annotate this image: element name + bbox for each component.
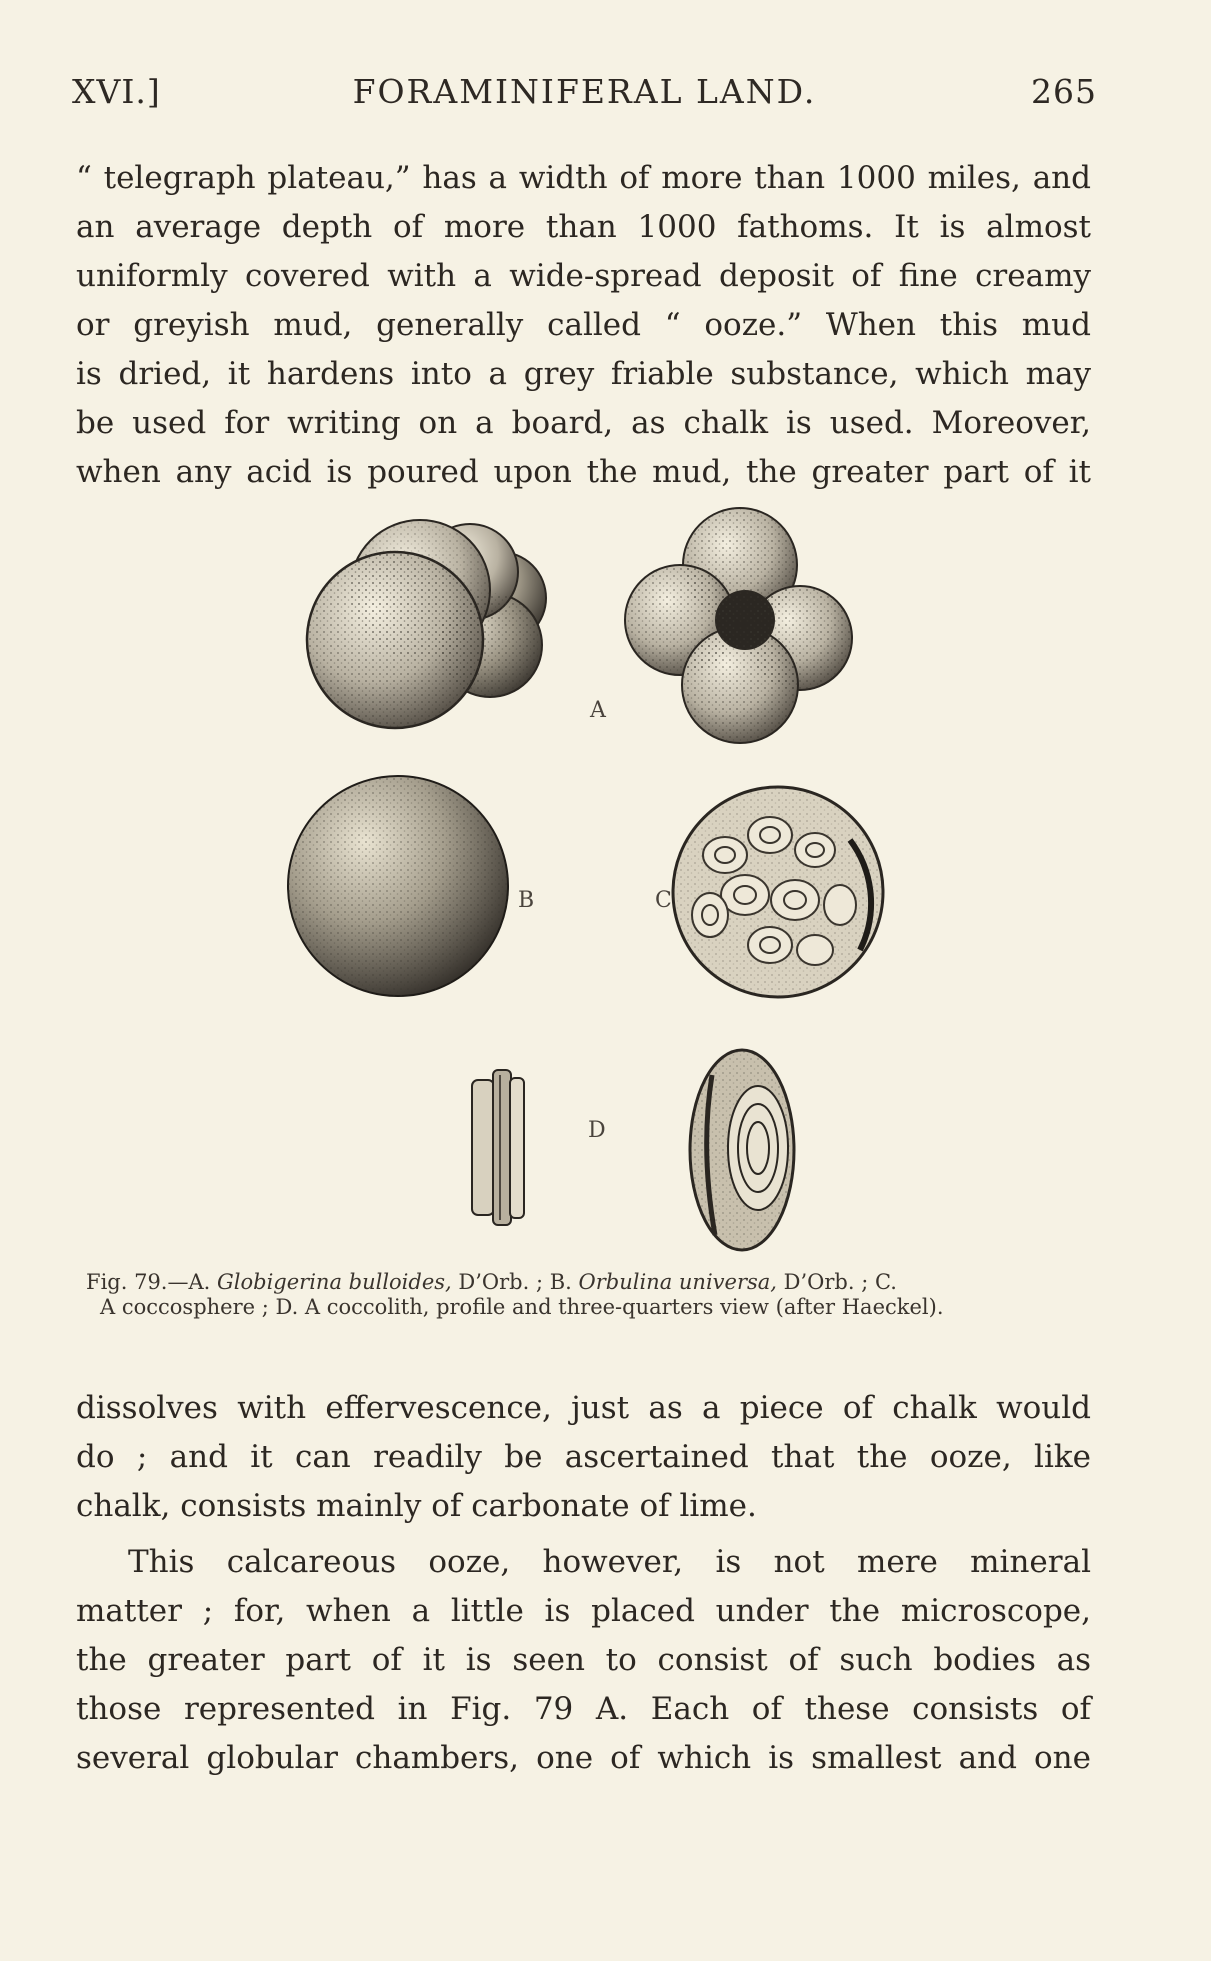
globigerina-side-view — [307, 520, 546, 728]
caption-author-b: D’Orb. ; C. — [776, 1270, 897, 1294]
caption-fig-number: Fig. 79.—A. — [86, 1270, 217, 1294]
text-line: uniformly covered with a wide-spread deposit of fine creamy — [76, 258, 1091, 294]
caption-species-orbulina: Orbulina universa, — [578, 1270, 777, 1294]
text-line: dissolves with effervescence, just as a piece of chalk would — [76, 1390, 1091, 1426]
figure-label-d: D — [588, 1118, 606, 1143]
coccolith-three-quarter-view — [690, 1050, 794, 1250]
text-line: be used for writing on a board, as chalk is used. Moreover, — [76, 405, 1091, 441]
text-line: do ; and it can readily be ascertained that the ooze, like — [76, 1439, 1091, 1475]
text-line: “ telegraph plateau,” has a width of more than 1000 miles, and — [76, 160, 1091, 196]
paragraph-mid — [76, 1384, 1091, 1531]
text-line: or greyish mud, generally called “ ooze.” When this mud — [76, 307, 1091, 343]
page-number: 265 — [1031, 72, 1097, 111]
figure-caption — [86, 1270, 1096, 1320]
text-line: matter ; for, when a little is placed under the microscope, — [76, 1593, 1091, 1629]
text-line: This calcareous ooze, however, is not mere mineral — [128, 1544, 1091, 1580]
text-line: several globular chambers, one of which is smallest and one — [76, 1740, 1091, 1776]
figure-label-c: C — [655, 888, 672, 913]
coccolith-profile — [472, 1070, 524, 1225]
text-line: the greater part of it is seen to consist of such bodies as — [76, 1642, 1091, 1678]
running-title: FORAMINIFERAL LAND. — [352, 72, 817, 111]
text-line: an average depth of more than 1000 fathoms. It is almost — [76, 209, 1091, 245]
text-line: those represented in Fig. 79 A. Each of these consists of — [76, 1691, 1091, 1727]
text-line: when any acid is poured upon the mud, the greater part of it — [76, 454, 1091, 490]
orbulina-sphere — [288, 776, 508, 996]
text-line: is dried, it hardens into a grey friable substance, which may — [76, 356, 1091, 392]
figure-label-b: B — [518, 888, 535, 913]
caption-author-a: D’Orb. ; B. — [451, 1270, 579, 1294]
caption-line-2: A coccosphere ; D. A coccolith, profile and three-quarters view (after Haeckel). — [100, 1295, 944, 1319]
chapter-number: XVI.] — [72, 72, 161, 111]
figure-label-a: A — [590, 698, 606, 723]
globigerina-umbilical-view — [625, 508, 852, 743]
caption-line-1 — [86, 1270, 1096, 1295]
paragraph-bottom — [76, 1538, 1091, 1783]
text-line: chalk, consists mainly of carbonate of lime. — [76, 1488, 757, 1524]
caption-species-globigerina: Globigerina bulloides, — [217, 1270, 452, 1294]
coccosphere — [673, 787, 883, 997]
